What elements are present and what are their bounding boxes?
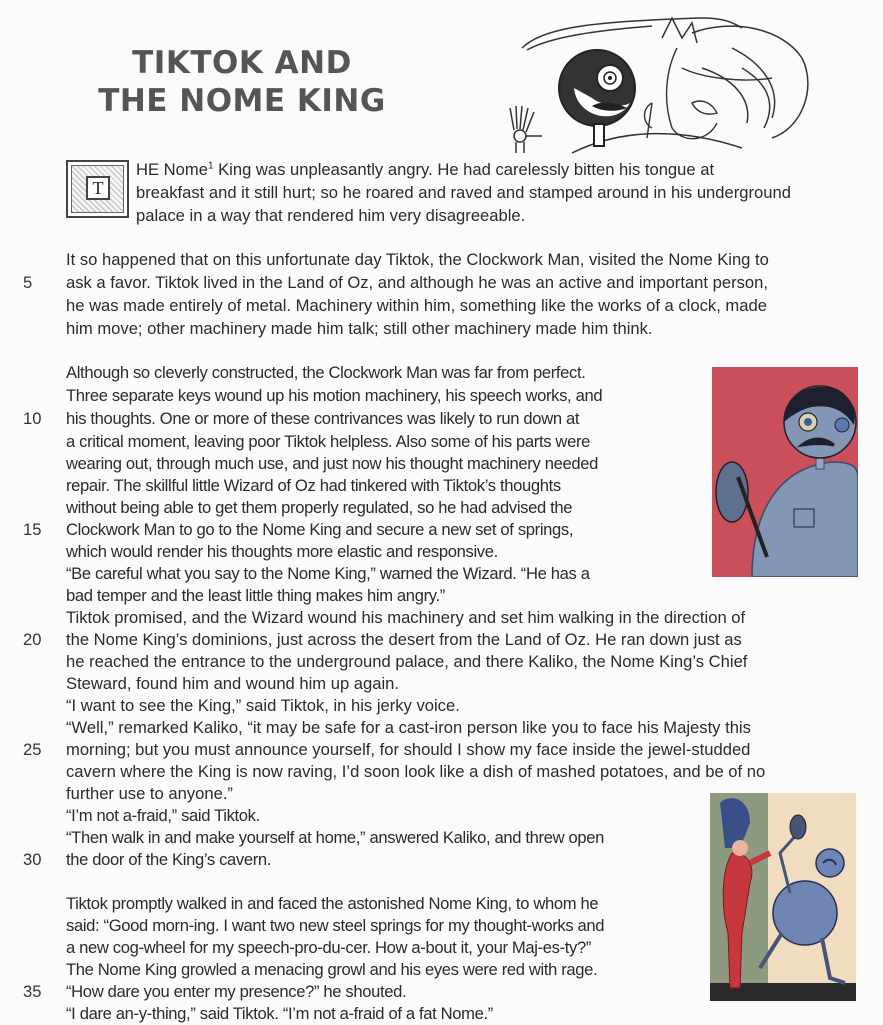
paragraph-3-line: a critical moment, leaving poor Tiktok helpless. Also some of his parts were xyxy=(66,432,590,451)
paragraph-2-line: ask a favor. Tiktok lived in the Land of Oz, and although he was an active and important person, xyxy=(66,273,768,292)
drop-cap-letter: T xyxy=(86,176,110,200)
hat-icon xyxy=(790,815,806,839)
drop-cap xyxy=(66,160,129,218)
paragraph-3-line: wearing out, through much use, and just now his thought machinery needed xyxy=(66,454,598,473)
paragraph-3-line: Tiktok promised, and the Wizard wound his machinery and set him walking in the direction of xyxy=(66,608,746,627)
paragraph-4-line: Tiktok promptly walked in and faced the astonished Nome King, to whom he xyxy=(66,894,599,913)
paragraph-3-line: which would render his thoughts more elastic and responsive. xyxy=(66,542,498,561)
paragraph-1-line-2: breakfast and it still hurt; so he roared and raved and stamped around in his underground xyxy=(136,183,791,202)
paragraph-3-line: Although so cleverly constructed, the Clockwork Man was far from perfect. xyxy=(66,363,586,382)
paragraph-3-line: his thoughts. One or more of these contrivances was likely to run down at xyxy=(66,409,580,428)
paragraph-3-line: the door of the King’s cavern. xyxy=(66,850,272,869)
paragraph-3-line: he reached the entrance to the underground palace, and there Kaliko, the Nome King’s Chief xyxy=(66,652,748,671)
paragraph-1-line-3: palace in a way that rendered him very disagreeable. xyxy=(136,206,526,225)
line-number: 35 xyxy=(23,982,42,1001)
paragraph-2-line: him move; other machinery made him talk; still other machinery made him think. xyxy=(66,319,653,338)
line-number: 10 xyxy=(23,409,42,428)
paragraph-1-line-1 xyxy=(136,159,714,181)
paragraph-4-line: a new cog-wheel for my speech-pro-du-cer. How a-bout it, your Maj-es-ty?” xyxy=(66,938,592,957)
key-icon xyxy=(510,106,542,153)
paragraph-4-line: The Nome King growled a menacing growl and his eyes were red with rage. xyxy=(66,960,598,979)
kaliko-tiktok-illustration xyxy=(710,793,856,1001)
paragraph-4-line: “I dare an-y-thing,” said Tiktok. “I’m not a-fraid of a fat Nome.” xyxy=(66,1004,493,1023)
title-line-2: THE NOME KING xyxy=(98,83,386,119)
text-span: King was unpleasantly angry. He had carelessly bitten his tongue at xyxy=(213,160,715,179)
paragraph-3-line: the Nome King’s dominions, just across the desert from the Land of Oz. He ran down just as xyxy=(66,630,742,649)
paragraph-3-line: “Then walk in and make yourself at home,” answered Kaliko, and threw open xyxy=(66,828,605,847)
paragraph-3-line: further use to anyone.” xyxy=(66,784,233,803)
paragraph-3-line: “Well,” remarked Kaliko, “it may be safe for a cast-iron person like you to face his Majesty this xyxy=(66,718,751,737)
line-number: 20 xyxy=(23,630,42,649)
paragraph-2-line: It so happened that on this unfortunate day Tiktok, the Clockwork Man, visited the Nome King to xyxy=(66,250,769,269)
footnote-marker[interactable]: 1 xyxy=(207,160,214,172)
paragraph-3-line: “I want to see the King,” said Tiktok, in his jerky voice. xyxy=(66,696,460,715)
paragraph-3-line: “I’m not a-fraid,” said Tiktok. xyxy=(66,806,260,825)
paragraph-4-line: “How dare you enter my presence?” he shouted. xyxy=(66,982,407,1001)
header-illustration xyxy=(502,8,820,154)
line-number: 25 xyxy=(23,740,42,759)
paragraph-3-line: cavern where the King is now raving, I’d soon look like a dish of mashed potatoes, and be of no xyxy=(66,762,766,781)
paragraph-3-line: Clockwork Man to go to the Nome King and secure a new set of springs, xyxy=(66,520,574,539)
line-number: 15 xyxy=(23,520,42,539)
paragraph-3-line: Three separate keys wound up his motion machinery, his speech works, and xyxy=(66,386,603,405)
paragraph-2-line: he was made entirely of metal. Machinery within him, something like the works of a clock, made xyxy=(66,296,767,315)
paragraph-4-line: said: “Good morn-ing. I want two new steel springs for my thought-works and xyxy=(66,916,605,935)
line-number: 5 xyxy=(23,273,33,292)
paragraph-3-line: bad temper and the least little thing makes him angry.” xyxy=(66,586,445,605)
paragraph-3-line: repair. The skillful little Wizard of Oz had tinkered with Tiktok’s thoughts xyxy=(66,476,561,495)
paragraph-3-line: “Be careful what you say to the Nome King,” warned the Wizard. “He has a xyxy=(66,564,590,583)
paragraph-3-line: morning; but you must announce yourself, for should I show my face inside the jewel-studded xyxy=(66,740,751,759)
line-number: 30 xyxy=(23,850,42,869)
title-line-1: TIKTOK AND xyxy=(132,45,352,81)
tiktok-portrait-illustration xyxy=(712,367,858,577)
text-span: HE Nome xyxy=(136,160,208,179)
paragraph-3-line: without being able to get them properly regulated, so he had advised the xyxy=(66,498,573,517)
story-title xyxy=(72,44,412,120)
tiktok-head xyxy=(816,849,844,877)
paragraph-3-line: Steward, found him and wound him up again. xyxy=(66,674,400,693)
